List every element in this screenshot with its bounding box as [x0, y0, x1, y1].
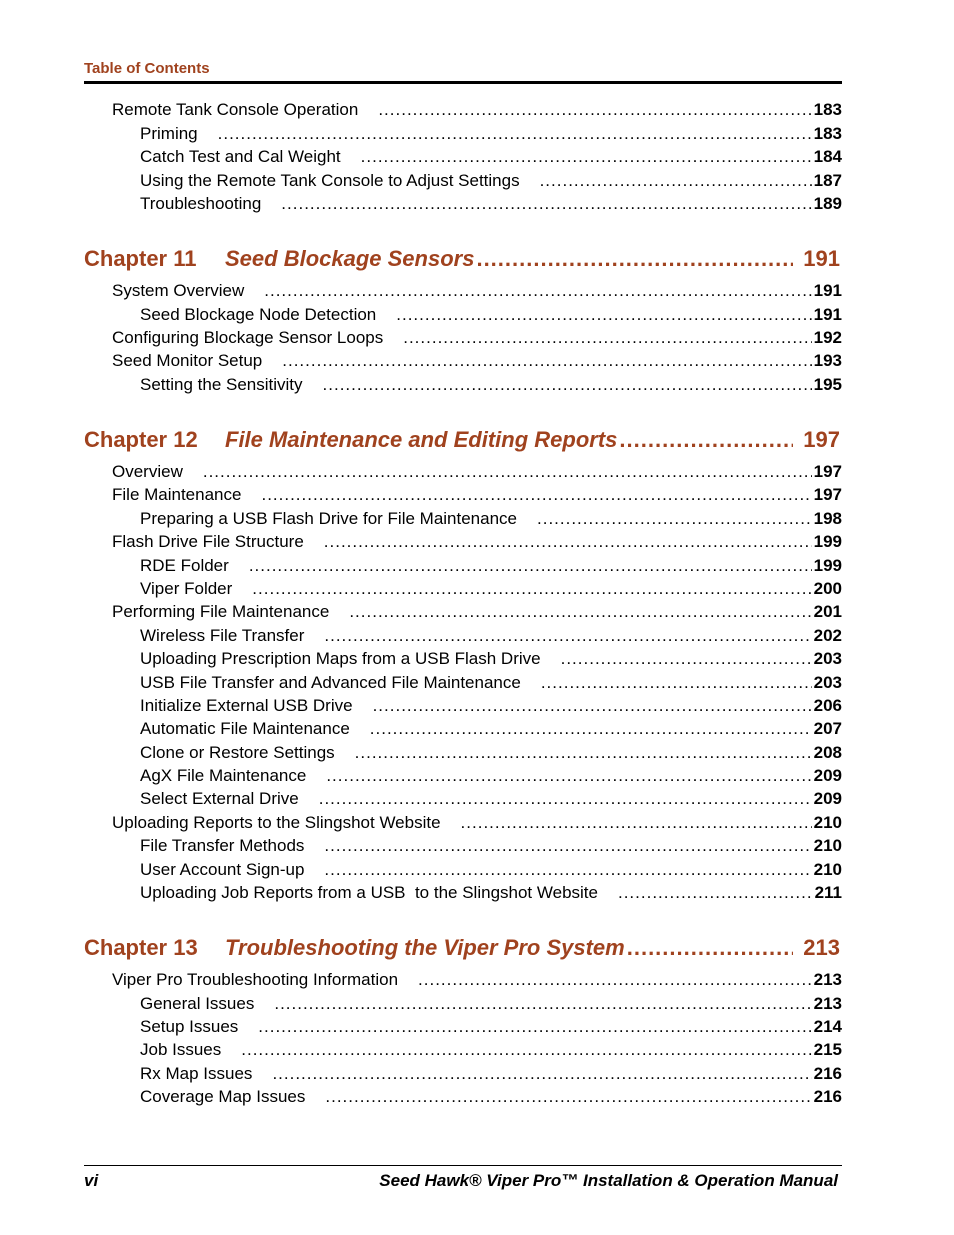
dot-leader — [324, 835, 811, 857]
toc-entry-page: 191 — [813, 281, 842, 300]
toc-entry-page: 213 — [813, 970, 842, 989]
toc-entry-title: System Overview — [112, 281, 245, 300]
toc-entry-page: 195 — [813, 375, 842, 394]
footer-rule — [84, 1165, 842, 1166]
dot-leader — [396, 304, 811, 326]
toc-entry-title: Uploading Prescription Maps from a USB Flash Drive — [140, 649, 541, 668]
toc-entry-title: Performing File Maintenance — [112, 602, 330, 621]
toc-entry-title: Wireless File Transfer — [140, 626, 305, 645]
toc-entry-title: Preparing a USB Flash Drive for File Maintenance — [140, 509, 517, 528]
toc-entry[interactable] — [84, 859, 842, 881]
toc-entry[interactable] — [84, 882, 842, 904]
toc-entry-page: 183 — [813, 100, 842, 119]
toc-entry-title: Clone or Restore Settings — [140, 743, 335, 762]
dot-leader — [461, 812, 812, 834]
toc-entry-page: 216 — [813, 1087, 842, 1106]
chapter-title: File Maintenance and Editing Reports — [225, 427, 618, 452]
toc-entry[interactable] — [84, 327, 842, 349]
dot-leader — [378, 99, 811, 121]
toc-entry[interactable] — [84, 578, 842, 600]
chapter-heading[interactable] — [84, 934, 842, 962]
toc-entry[interactable] — [84, 993, 842, 1015]
dot-leader — [319, 788, 812, 810]
toc-entry-title: Uploading Reports to the Slingshot Website — [112, 813, 441, 832]
dot-leader — [325, 1086, 811, 1108]
toc-entry-title: File Maintenance — [112, 485, 242, 504]
toc-entry-page: 199 — [813, 556, 842, 575]
toc-entry-title: Viper Folder — [140, 579, 233, 598]
section-header: Table of Contents — [84, 60, 210, 77]
toc-entry-page: 183 — [813, 124, 842, 143]
dot-leader — [355, 742, 812, 764]
toc-entry[interactable] — [84, 672, 842, 694]
toc-entry-title: USB File Transfer and Advanced File Maintenance — [140, 673, 521, 692]
toc-entry-title: RDE Folder — [140, 556, 229, 575]
toc-entry[interactable] — [84, 695, 842, 717]
dot-leader — [476, 245, 793, 273]
dot-leader — [349, 601, 811, 623]
toc-entry-page: 187 — [813, 171, 842, 190]
toc-entry[interactable] — [84, 374, 842, 396]
dot-leader — [403, 327, 811, 349]
toc-entry-page: 215 — [813, 1040, 842, 1059]
toc-entry[interactable] — [84, 280, 842, 302]
toc-entry-page: 184 — [813, 147, 842, 166]
dot-leader — [540, 170, 812, 192]
toc-entry-title: Seed Monitor Setup — [112, 351, 263, 370]
toc-entry-title: User Account Sign-up — [140, 860, 305, 879]
toc-entry-title: Coverage Map Issues — [140, 1087, 306, 1106]
footer-page-number: vi — [84, 1171, 99, 1190]
dot-leader — [324, 859, 811, 881]
toc-entry-title: Troubleshooting — [140, 194, 262, 213]
chapter-heading[interactable] — [84, 426, 842, 454]
header-rule — [84, 81, 842, 84]
toc-entry[interactable] — [84, 304, 842, 326]
toc-entry[interactable] — [84, 170, 842, 192]
toc-entry[interactable] — [84, 193, 842, 215]
toc-entry-title: Job Issues — [140, 1040, 222, 1059]
toc-entry-page: 210 — [813, 836, 842, 855]
toc-entry-page: 210 — [813, 860, 842, 879]
dot-leader — [618, 882, 813, 904]
dot-leader — [203, 461, 812, 483]
dot-leader — [324, 625, 811, 647]
dot-leader — [241, 1039, 811, 1061]
toc-entry[interactable] — [84, 742, 842, 764]
toc-entry-page: 211 — [814, 883, 842, 902]
toc-entry[interactable] — [84, 601, 842, 623]
toc-entry[interactable] — [84, 648, 842, 670]
toc-entry-title: File Transfer Methods — [140, 836, 305, 855]
chapter-page: 191 — [803, 246, 840, 271]
toc-entry-page: 199 — [813, 532, 842, 551]
toc-entry-title: Overview — [112, 462, 183, 481]
toc-entry-page: 209 — [813, 789, 842, 808]
toc-entry[interactable] — [84, 765, 842, 787]
toc-entry[interactable] — [84, 625, 842, 647]
dot-leader — [373, 695, 812, 717]
dot-leader — [324, 531, 812, 553]
dot-leader — [323, 374, 812, 396]
toc-entry-title: Configuring Blockage Sensor Loops — [112, 328, 384, 347]
toc-entry-title: Setup Issues — [140, 1017, 239, 1036]
toc-entry-page: 192 — [813, 328, 842, 347]
toc-entry[interactable] — [84, 123, 842, 145]
toc-entry-title: Catch Test and Cal Weight — [140, 147, 341, 166]
dot-leader — [272, 1063, 811, 1085]
chapter-title: Troubleshooting the Viper Pro System — [225, 935, 625, 960]
footer-manual-title: Seed Hawk® Viper Pro™ Installation & Operation Manual — [379, 1171, 838, 1190]
toc-entry-page: 189 — [813, 194, 842, 213]
toc-entry[interactable] — [84, 1063, 842, 1085]
dot-leader — [627, 934, 794, 962]
toc-entry[interactable] — [84, 531, 842, 553]
toc-entry-title: Using the Remote Tank Console to Adjust Settings — [140, 171, 520, 190]
toc-entry-title: Priming — [140, 124, 198, 143]
toc-entry-page: 213 — [813, 994, 842, 1013]
toc-entry[interactable] — [84, 835, 842, 857]
dot-leader — [418, 969, 812, 991]
toc-entry-title: Select External Drive — [140, 789, 299, 808]
chapter-page: 197 — [803, 427, 840, 452]
toc-entry-page: 214 — [813, 1017, 842, 1036]
toc-entry-page: 193 — [813, 351, 842, 370]
dot-leader — [619, 426, 793, 454]
toc-entry[interactable] — [84, 812, 842, 834]
toc-entry-page: 202 — [813, 626, 842, 645]
dot-leader — [561, 648, 812, 670]
toc-entry-title: Uploading Job Reports from a USB to the Slingshot Website — [140, 883, 598, 902]
toc-entry-page: 203 — [813, 649, 842, 668]
toc-entry-page: 210 — [813, 813, 842, 832]
toc-entry-page: 197 — [813, 485, 842, 504]
toc-entry-page: 201 — [813, 602, 842, 621]
toc-entry[interactable] — [84, 146, 842, 168]
toc-entry-title: Remote Tank Console Operation — [112, 100, 359, 119]
toc-entry-title: Rx Map Issues — [140, 1064, 253, 1083]
toc-entry-page: 198 — [813, 509, 842, 528]
toc-entry-title: Viper Pro Troubleshooting Information — [112, 970, 399, 989]
toc-entry[interactable] — [84, 508, 842, 530]
dot-leader — [281, 193, 811, 215]
toc-entry-page: 206 — [813, 696, 842, 715]
toc-entry[interactable] — [84, 1086, 842, 1108]
toc-entry-title: Setting the Sensitivity — [140, 375, 303, 394]
toc-entry[interactable] — [84, 99, 842, 121]
toc-entry-page: 200 — [813, 579, 842, 598]
toc-entry-title: Initialize External USB Drive — [140, 696, 353, 715]
dot-leader — [370, 718, 812, 740]
chapter-number: Chapter 12 — [84, 427, 198, 452]
dot-leader — [249, 555, 812, 577]
toc-entry-title: Flash Drive File Structure — [112, 532, 304, 551]
toc-entry-page: 216 — [813, 1064, 842, 1083]
toc-entry[interactable] — [84, 969, 842, 991]
dot-leader — [258, 1016, 811, 1038]
dot-leader — [282, 350, 811, 372]
toc-entry-page: 207 — [813, 719, 842, 738]
chapter-number: Chapter 11 — [84, 246, 197, 271]
chapter-page: 213 — [803, 935, 840, 960]
chapter-heading[interactable] — [84, 245, 842, 273]
toc-entry-page: 203 — [813, 673, 842, 692]
toc-entry-page: 209 — [813, 766, 842, 785]
chapter-title: Seed Blockage Sensors — [225, 246, 475, 271]
dot-leader — [326, 765, 811, 787]
toc-entry-page: 191 — [813, 305, 842, 324]
toc-entry[interactable] — [84, 1016, 842, 1038]
toc-entry[interactable] — [84, 350, 842, 372]
toc-entry-page: 197 — [813, 462, 842, 481]
toc-entry-title: Automatic File Maintenance — [140, 719, 350, 738]
chapter-number: Chapter 13 — [84, 935, 198, 960]
dot-leader — [537, 508, 812, 530]
dot-leader — [274, 993, 811, 1015]
toc-entry-title: Seed Blockage Node Detection — [140, 305, 377, 324]
toc-entry[interactable] — [84, 1039, 842, 1061]
dot-leader — [218, 123, 812, 145]
dot-leader — [541, 672, 812, 694]
toc-entry-title: General Issues — [140, 994, 255, 1013]
toc-entry[interactable] — [84, 484, 842, 506]
dot-leader — [264, 280, 811, 302]
toc-entry[interactable] — [84, 555, 842, 577]
toc-entry[interactable] — [84, 461, 842, 483]
dot-leader — [361, 146, 812, 168]
dot-leader — [252, 578, 811, 600]
toc-entry[interactable] — [84, 788, 842, 810]
toc-entry-title: AgX File Maintenance — [140, 766, 307, 785]
dot-leader — [261, 484, 811, 506]
toc-entry-page: 208 — [813, 743, 842, 762]
toc-entry[interactable] — [84, 718, 842, 740]
